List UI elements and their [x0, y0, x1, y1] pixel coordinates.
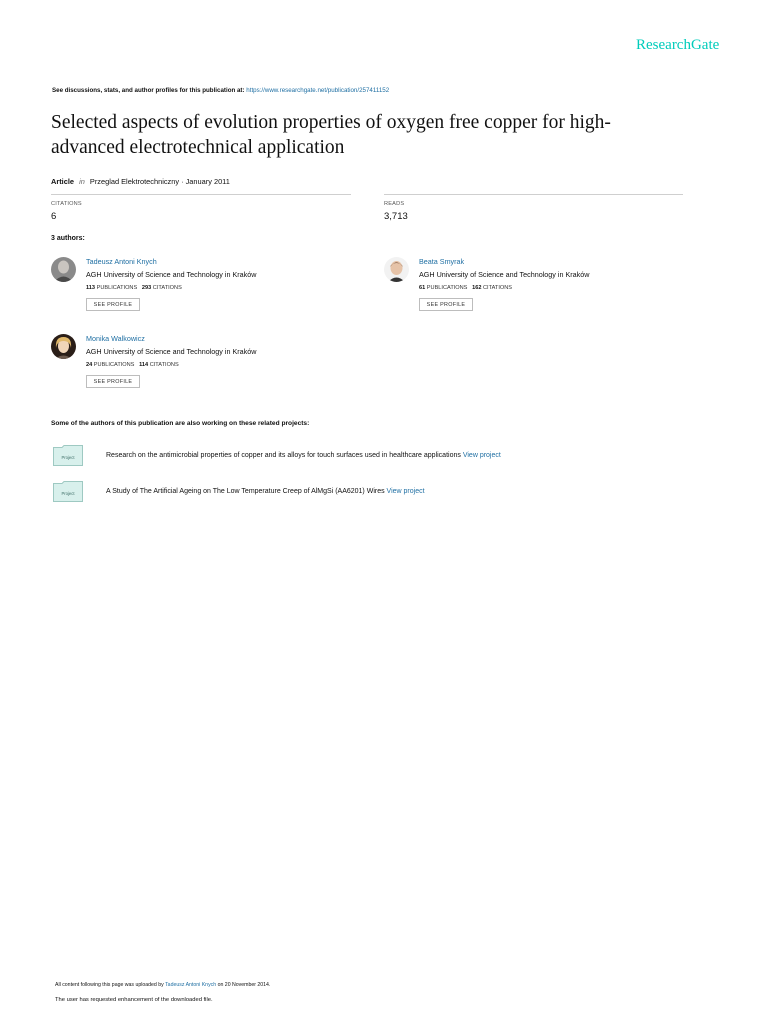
citations-divider	[51, 194, 351, 195]
see-profile-button[interactable]: SEE PROFILE	[86, 298, 140, 311]
project-item	[106, 452, 501, 459]
author-card	[384, 257, 684, 327]
author-citations-count: 293	[141, 285, 152, 291]
author-citations-count: 162	[472, 285, 482, 291]
upload-note	[55, 982, 270, 988]
publications-label: PUBLICATIONS	[93, 362, 135, 368]
author-publications-count: 61	[419, 285, 426, 291]
see-profile-button[interactable]: SEE PROFILE	[86, 375, 140, 388]
title-line-2: advanced electrotechnical application	[51, 137, 345, 158]
author-avatar[interactable]	[384, 257, 409, 282]
reads-label: READS	[384, 201, 405, 207]
citations-count: 6	[51, 211, 57, 222]
author-name-link[interactable]: Beata Smyrak	[419, 257, 465, 266]
citations-label: CITATIONS	[483, 285, 513, 291]
project-icon-label: Project	[61, 455, 75, 460]
meta-in: in	[79, 177, 85, 186]
view-project-link[interactable]: View project	[386, 488, 425, 495]
author-affiliation: AGH University of Science and Technology in Kraków	[86, 347, 257, 356]
citations-label: CITATIONS	[152, 285, 182, 291]
author-publications-count: 24	[86, 362, 93, 368]
citations-label: CITATIONS	[51, 201, 82, 207]
upload-note-suffix: on 20 November 2014.	[217, 982, 271, 988]
publications-label: PUBLICATIONS	[426, 285, 468, 291]
author-affiliation: AGH University of Science and Technology in Kraków	[419, 270, 590, 279]
project-item	[106, 488, 425, 495]
author-name-link[interactable]: Monika Walkowicz	[86, 334, 145, 343]
publications-label: PUBLICATIONS	[96, 285, 138, 291]
project-icon-label: Project	[61, 491, 75, 496]
publication-title	[51, 110, 731, 160]
reads-divider	[384, 194, 683, 195]
citations-label: CITATIONS	[149, 362, 179, 368]
upload-note-prefix: All content following this page was uploaded by	[55, 982, 164, 988]
related-projects-heading: Some of the authors of this publication are also working on these related projects:	[51, 420, 310, 427]
see-discussions-line	[52, 87, 389, 94]
author-citations-count: 114	[139, 362, 149, 368]
title-line-1: Selected aspects of evolution properties of oxygen free copper for high-	[51, 112, 611, 133]
project-folder-icon[interactable]	[53, 445, 83, 465]
enhancement-note: The user has requested enhancement of the downloaded file.	[55, 997, 213, 1003]
authors-heading: 3 authors:	[51, 235, 85, 242]
author-card	[51, 334, 351, 404]
author-stats	[86, 362, 179, 368]
author-card	[51, 257, 351, 327]
journal-and-date: Przeglad Elektrotechniczny · January 2011	[89, 177, 230, 186]
view-project-link[interactable]: View project	[462, 452, 501, 459]
author-affiliation: AGH University of Science and Technology in Kraków	[86, 270, 257, 279]
see-profile-button[interactable]: SEE PROFILE	[419, 298, 473, 311]
project-title: A Study of The Artificial Ageing on The Low Temperature Creep of AlMgSi (AA6201) Wires	[106, 488, 385, 495]
project-title: Research on the antimicrobial properties of copper and its alloys for touch surfaces used in healthcare applications	[106, 452, 461, 459]
reads-count: 3,713	[384, 211, 408, 222]
publication-meta	[51, 177, 230, 186]
author-avatar[interactable]	[51, 334, 76, 359]
author-publications-count: 113	[86, 285, 96, 291]
author-avatar[interactable]	[51, 257, 76, 282]
uploader-link[interactable]: Tadeusz Antoni Knych	[165, 982, 217, 988]
author-name-link[interactable]: Tadeusz Antoni Knych	[86, 257, 157, 266]
researchgate-logo[interactable]: ResearchGate	[636, 37, 720, 53]
see-discussions-text: See discussions, stats, and author profiles for this publication at:	[52, 87, 245, 94]
article-type: Article	[51, 177, 75, 186]
author-stats	[419, 285, 512, 291]
project-folder-icon[interactable]	[53, 481, 83, 501]
author-stats	[86, 285, 182, 291]
publication-url-link[interactable]: https://www.researchgate.net/publication/257411152	[246, 87, 390, 94]
